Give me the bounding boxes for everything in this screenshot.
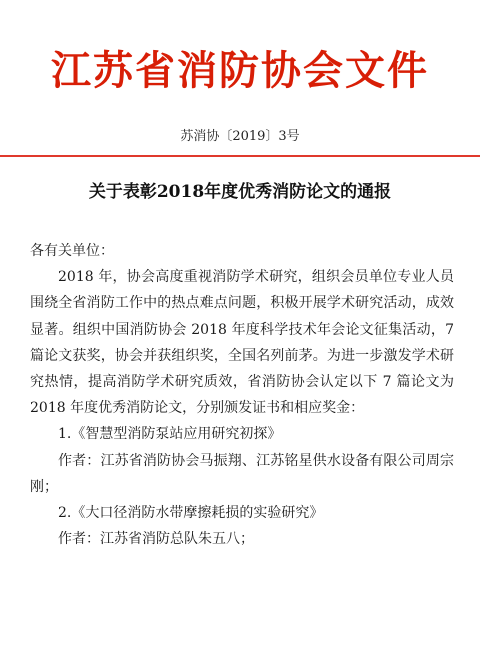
document-title: 关于表彰2018年度优秀消防论文的通报 xyxy=(88,182,392,202)
award-item-1-authors: 作者：江苏省消防协会马振翔、江苏铭星供水设备有限公司周宗刚； xyxy=(30,452,454,495)
header-divider xyxy=(0,155,480,157)
award-item-2-title: 2.《大口径消防水带摩擦耗损的实验研究》 xyxy=(58,505,324,522)
document-body xyxy=(30,238,454,552)
body-paragraph: 2018 年，协会高度重视消防学术研究，组织会员单位专业人员围绕全省消防工作中的热点难点问题，积极开展学术研究活动，成效显著。组织中国消防协会 2018 年度科学技术年会论文征集活动，7 篇论文获奖，协会并获组织奖，全国名列前茅。为进一步激发学术研究热情，提高消防学术研究质效，省消防协会认定以下 7 篇论文为 2018 年度优秀消防论文，分别颁发证书和相应奖金： xyxy=(30,269,454,417)
salutation: 各有关单位： xyxy=(30,243,114,259)
document-number: 苏消协〔2019〕3号 xyxy=(180,129,300,144)
award-item-1-title: 1.《智慧型消防泵站应用研究初探》 xyxy=(58,426,282,443)
award-item-2-authors: 作者：江苏省消防总队朱五八； xyxy=(58,531,254,548)
issuer-title: 江苏省消防协会文件 xyxy=(51,47,429,94)
